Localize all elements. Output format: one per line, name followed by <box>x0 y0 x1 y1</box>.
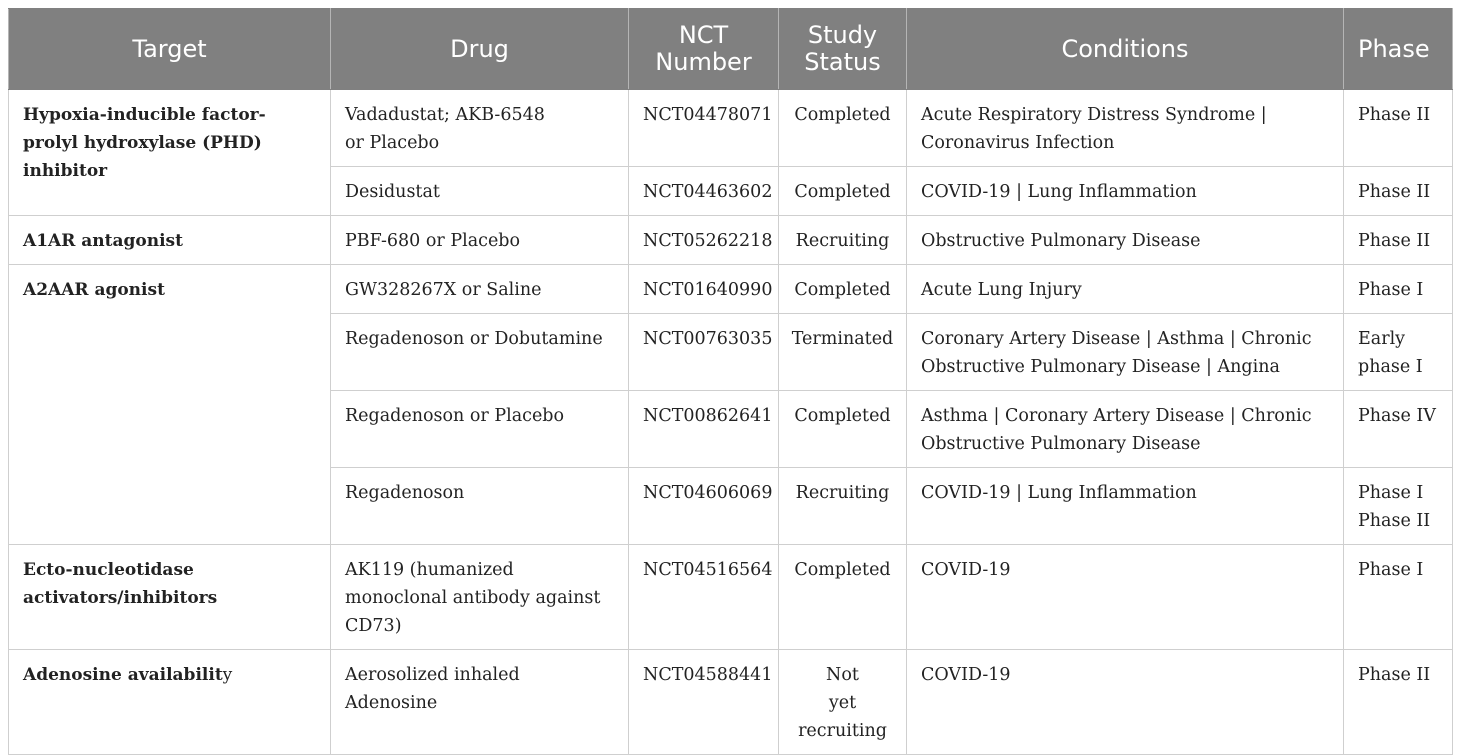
phase-line2: Phase II <box>1358 511 1431 531</box>
target-ecto-label: Ecto-nucleotidase activators/inhibitors <box>23 560 218 608</box>
conditions-cell: COVID-19 <box>907 650 1344 755</box>
phase-cell: Early phase I <box>1344 314 1453 391</box>
header-drug <box>331 9 629 90</box>
nct-cell: NCT04606069 <box>629 468 779 545</box>
nct-cell: NCT04478071 <box>629 90 779 167</box>
table-row <box>9 650 1453 755</box>
phase-line1: Phase I <box>1358 483 1424 503</box>
drug-line2: or Placebo <box>345 133 440 153</box>
drug-cell: Aerosolized inhaled Adenosine <box>331 650 629 755</box>
target-a1ar-label: A1AR antagonist <box>23 231 183 251</box>
phase-cell: Phase II <box>1344 650 1453 755</box>
status-line3: recruiting <box>798 721 887 741</box>
target-phd-label: Hypoxia-inducible factor-prolyl hydroxylase (PHD) inhibitor <box>23 105 266 181</box>
status-cell: Recruiting <box>779 468 907 545</box>
status-cell: Recruiting <box>779 216 907 265</box>
table-row <box>9 265 1453 314</box>
target-cell-a2aar <box>9 265 331 545</box>
table-row <box>9 545 1453 650</box>
phase-cell: Phase I <box>1344 265 1453 314</box>
nct-cell: NCT01640990 <box>629 265 779 314</box>
table-header <box>9 9 1453 90</box>
header-conditions-label: Conditions <box>1061 34 1189 63</box>
status-cell: Completed <box>779 90 907 167</box>
header-nct-number <box>629 9 779 90</box>
clinical-trials-table <box>8 8 1453 755</box>
phase-cell: Phase II <box>1344 167 1453 216</box>
table-row <box>9 216 1453 265</box>
status-line1: Not <box>826 665 859 685</box>
conditions-cell: Coronary Artery Disease | Asthma | Chronic Obstructive Pulmonary Disease | Angina <box>907 314 1344 391</box>
conditions-cell: COVID-19 <box>907 545 1344 650</box>
target-cell-adenosine <box>9 650 331 755</box>
header-phase <box>1344 9 1453 90</box>
phase-cell: Phase I <box>1344 545 1453 650</box>
header-target <box>9 9 331 90</box>
conditions-cell: Asthma | Coronary Artery Disease | Chronic Obstructive Pulmonary Disease <box>907 391 1344 468</box>
table-row <box>9 90 1453 167</box>
conditions-cell: COVID-19 | Lung Inflammation <box>907 167 1344 216</box>
header-conditions <box>907 9 1344 90</box>
phase-cell <box>1344 468 1453 545</box>
status-cell: Terminated <box>779 314 907 391</box>
drug-cell: GW328267X or Saline <box>331 265 629 314</box>
drug-cell: Regadenoson or Placebo <box>331 391 629 468</box>
nct-cell: NCT00763035 <box>629 314 779 391</box>
phase-cell: Phase II <box>1344 216 1453 265</box>
table-body <box>9 90 1453 755</box>
header-status-line1: Study <box>807 21 878 49</box>
target-a2aar-label: A2AAR agonist <box>23 280 165 300</box>
target-cell-ecto <box>9 545 331 650</box>
conditions-cell: Obstructive Pulmonary Disease <box>907 216 1344 265</box>
header-row <box>9 9 1453 90</box>
nct-cell: NCT04588441 <box>629 650 779 755</box>
drug-cell: Desidustat <box>331 167 629 216</box>
nct-cell: NCT05262218 <box>629 216 779 265</box>
status-cell <box>779 650 907 755</box>
drug-cell: Regadenoson <box>331 468 629 545</box>
header-drug-label: Drug <box>450 34 509 63</box>
header-status-line2: Status <box>804 48 881 76</box>
phase-cell: Phase IV <box>1344 391 1453 468</box>
header-nct-line2: Number <box>655 48 752 76</box>
header-phase-label: Phase <box>1358 34 1430 63</box>
nct-cell: NCT00862641 <box>629 391 779 468</box>
target-adenosine-label-tail: y <box>222 665 233 685</box>
drug-cell: Regadenoson or Dobutamine <box>331 314 629 391</box>
phase-cell: Phase II <box>1344 90 1453 167</box>
status-cell: Completed <box>779 545 907 650</box>
header-study-status <box>779 9 907 90</box>
target-adenosine-label: Adenosine availabilit <box>23 665 223 685</box>
conditions-cell: Acute Lung Injury <box>907 265 1344 314</box>
conditions-cell: Acute Respiratory Distress Syndrome | Coronavirus Infection <box>907 90 1344 167</box>
header-target-label: Target <box>132 34 207 63</box>
status-cell: Completed <box>779 167 907 216</box>
clinical-trials-table-container <box>8 8 1452 755</box>
status-cell: Completed <box>779 265 907 314</box>
target-cell-phd <box>9 90 331 216</box>
header-nct-line1: NCT <box>678 21 729 49</box>
drug-cell: AK119 (humanized monoclonal antibody against CD73) <box>331 545 629 650</box>
status-cell: Completed <box>779 391 907 468</box>
conditions-cell: COVID-19 | Lung Inflammation <box>907 468 1344 545</box>
drug-line1: Vadadustat; AKB-6548 <box>345 105 545 125</box>
status-line2: yet <box>828 693 857 713</box>
drug-cell: PBF-680 or Placebo <box>331 216 629 265</box>
nct-cell: NCT04516564 <box>629 545 779 650</box>
nct-cell: NCT04463602 <box>629 167 779 216</box>
target-cell-a1ar <box>9 216 331 265</box>
drug-cell <box>331 90 629 167</box>
